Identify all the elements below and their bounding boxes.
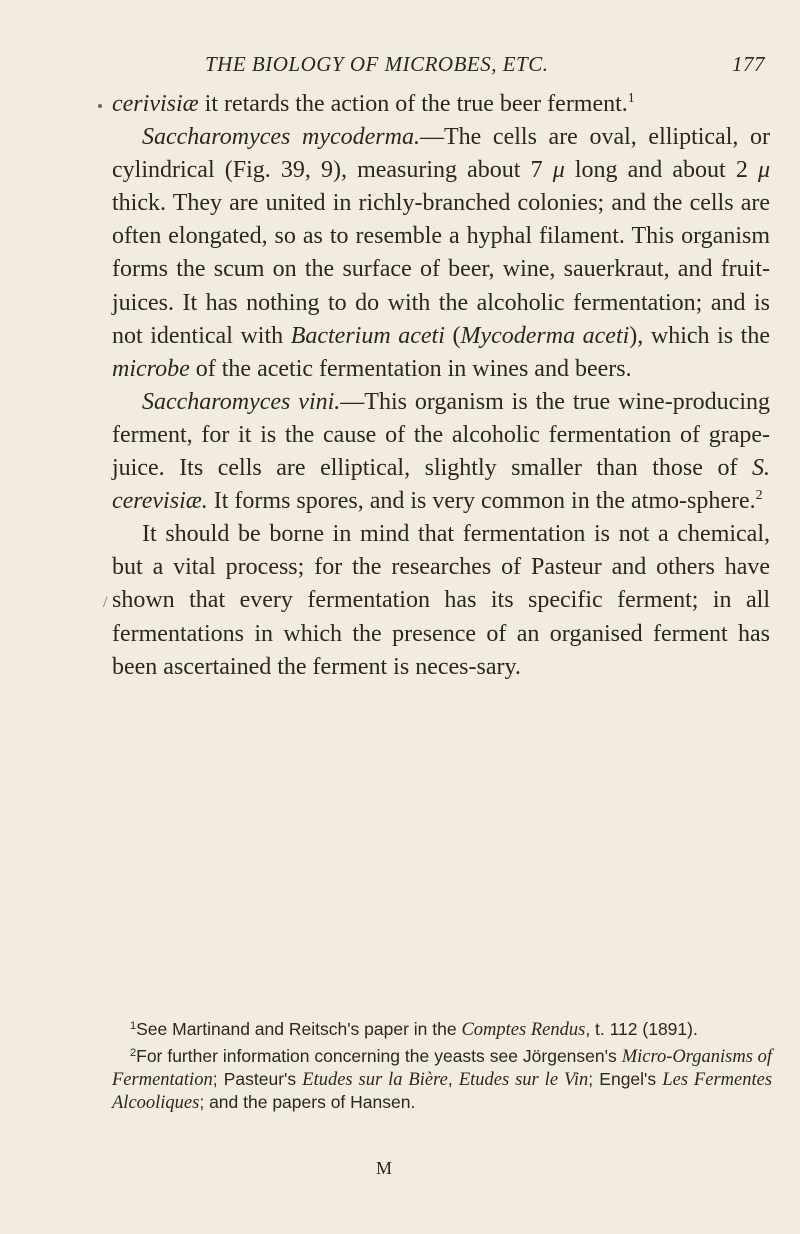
paragraph-text: ), which is the [629, 322, 770, 349]
margin-dot [98, 104, 102, 108]
footnote-text: For further information concerning the yeasts see Jörgensen's [136, 1046, 622, 1066]
footnote-number: 2 [130, 1047, 137, 1059]
paragraph-text: —The cells are oval, elliptical, or cylindrical (Fig. 39, 9), measuring about 7 [112, 124, 771, 184]
book-title: Etudes sur la Bière [302, 1070, 448, 1090]
footnote-ref-1: 1 [627, 91, 635, 106]
paragraph-vini [112, 386, 770, 518]
mu-symbol: μ [757, 157, 770, 184]
paragraph-text: —This organism is the true wine-producing ferment, for it is the cause of the alcoholic fermentation of grape-juice. Its cells are elliptical, slightly smaller than those of [112, 388, 771, 482]
signature-mark: M [376, 1158, 394, 1178]
footnote-text: See Martinand and Reitsch's paper in the [136, 1019, 462, 1039]
term-bacterium-aceti: Bacterium aceti [290, 322, 445, 349]
term-s-cerevisiae: S. cerevisiæ. [112, 455, 770, 515]
footnote-text: , [447, 1069, 459, 1089]
term-cerivisiae: cerivisiæ [112, 91, 199, 117]
footnote-text: ; and the papers of Hansen. [199, 1092, 416, 1112]
heading-saccharomyces-vini: Saccharomyces vini. [142, 388, 341, 415]
body-text [112, 88, 770, 684]
footnote-text: ; Pasteur's [212, 1069, 303, 1089]
term-microbe: microbe [112, 355, 190, 382]
footnote-text: , t. 112 (1891). [585, 1019, 698, 1039]
book-title: Les Fermentes Alcooliques [112, 1070, 773, 1113]
journal-title: Comptes Rendus [461, 1020, 586, 1040]
paragraph-text: long and about 2 [564, 157, 758, 184]
paragraph-mycoderma [112, 121, 770, 386]
footnote-text: ; Engel's [588, 1069, 663, 1089]
heading-saccharomyces-mycoderma: Saccharomyces mycoderma. [142, 124, 420, 151]
paragraph-text: It forms spores, and is very common in the atmo-sphere. [207, 488, 756, 515]
footnotes [112, 1018, 772, 1118]
paragraph-text: it retards the action of the true beer ferment. [198, 91, 628, 117]
footnote-1 [112, 1018, 772, 1041]
paragraph-text: thick. They are united in richly-branched colonies; and the cells are often elongated, so as to resemble a hyphal filament. This organism forms the scum on the surface of beer, wine, sauerkraut, and fruit-juices. It has nothing to do with the alcoholic fermentation; and is not identical with [112, 190, 770, 349]
paragraph-fermentation: It should be borne in mind that fermentation is not a chemical, but a vital process; for the researches of Pasteur and others have shown that every fermentation has its specific ferment; in all fermentations in which the presence of an organised ferment has been ascertained the ferment is neces-sary. [112, 521, 770, 680]
page-number: 177 [732, 52, 765, 76]
mu-symbol: μ [552, 157, 565, 184]
running-title: THE BIOLOGY OF MICROBES, ETC. [205, 52, 549, 76]
footnote-number: 1 [130, 1020, 137, 1032]
footnote-ref-2: 2 [755, 488, 763, 504]
margin-mark: / [103, 594, 108, 611]
book-title: Micro-Organisms of Fermentation [112, 1047, 772, 1090]
paragraph-cerevisiae [112, 88, 770, 121]
running-header [205, 52, 765, 82]
paragraph-text: of the acetic fermentation in wines and beers. [189, 355, 632, 382]
footnote-2 [112, 1045, 772, 1114]
book-title: Etudes sur le Vin [458, 1070, 589, 1090]
term-mycoderma-aceti: Mycoderma aceti [460, 322, 630, 349]
paragraph-text: ( [444, 322, 461, 349]
